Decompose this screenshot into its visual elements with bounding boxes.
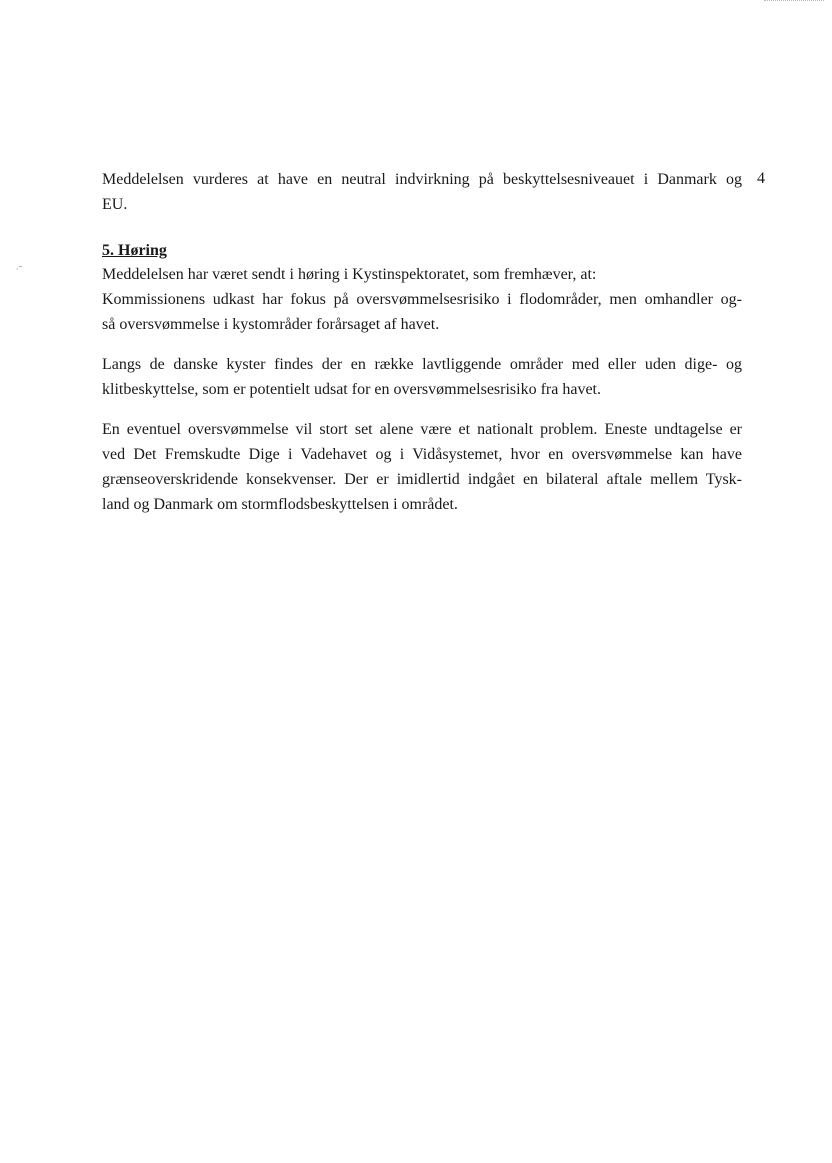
hoering-paragraph-3 [102,417,742,517]
p3-line-3: grænseoverskridende konsekvenser. Der er imidlertid indgået en bilateral aftale mellem Tysk- [102,471,742,488]
intro-line-1: Meddelelsen vurderes at have en neutral indvirkning på beskyttelsesniveauet i Danmark og [102,171,742,188]
p3-line-1: En eventuel oversvømmelse vil stort set alene være et nationalt problem. Eneste undtagelse er [102,421,742,438]
page-number: 4 [757,170,765,187]
p2-line-2: klitbeskyttelse, som er potentielt udsat for en oversvømmelsesrisiko fra havet. [102,381,601,398]
section-heading-hoering: 5. Høring [102,242,167,259]
scan-artifact [764,0,824,4]
intro-line-2: EU. [102,196,128,213]
hoering-paragraph-2 [102,352,742,402]
hoering-lead [102,262,742,287]
p3-line-4: land og Danmark om stormflodsbeskyttelsen i området. [102,496,458,513]
p1-line-2: så oversvømmelse i kystområder forårsaget af havet. [102,316,440,333]
p1-line-1: Kommissionens udkast har fokus på oversvømmelsesrisiko i flodområder, men omhandler og- [102,291,742,308]
p2-line-1: Langs de danske kyster findes der en række lavtliggende områder med eller uden dige- og [102,356,742,373]
intro-paragraph [102,167,742,217]
scan-artifact-mark: ·˜ [16,265,23,274]
document-body [102,167,742,517]
hoering-paragraph-1 [102,287,742,337]
p3-line-2: ved Det Fremskudte Dige i Vadehavet og i Vidåsystemet, hvor en oversvømmelse kan have [102,446,742,463]
hoering-lead-line: Meddelelsen har været sendt i høring i Kystinspektoratet, som fremhæver, at: [102,266,597,283]
